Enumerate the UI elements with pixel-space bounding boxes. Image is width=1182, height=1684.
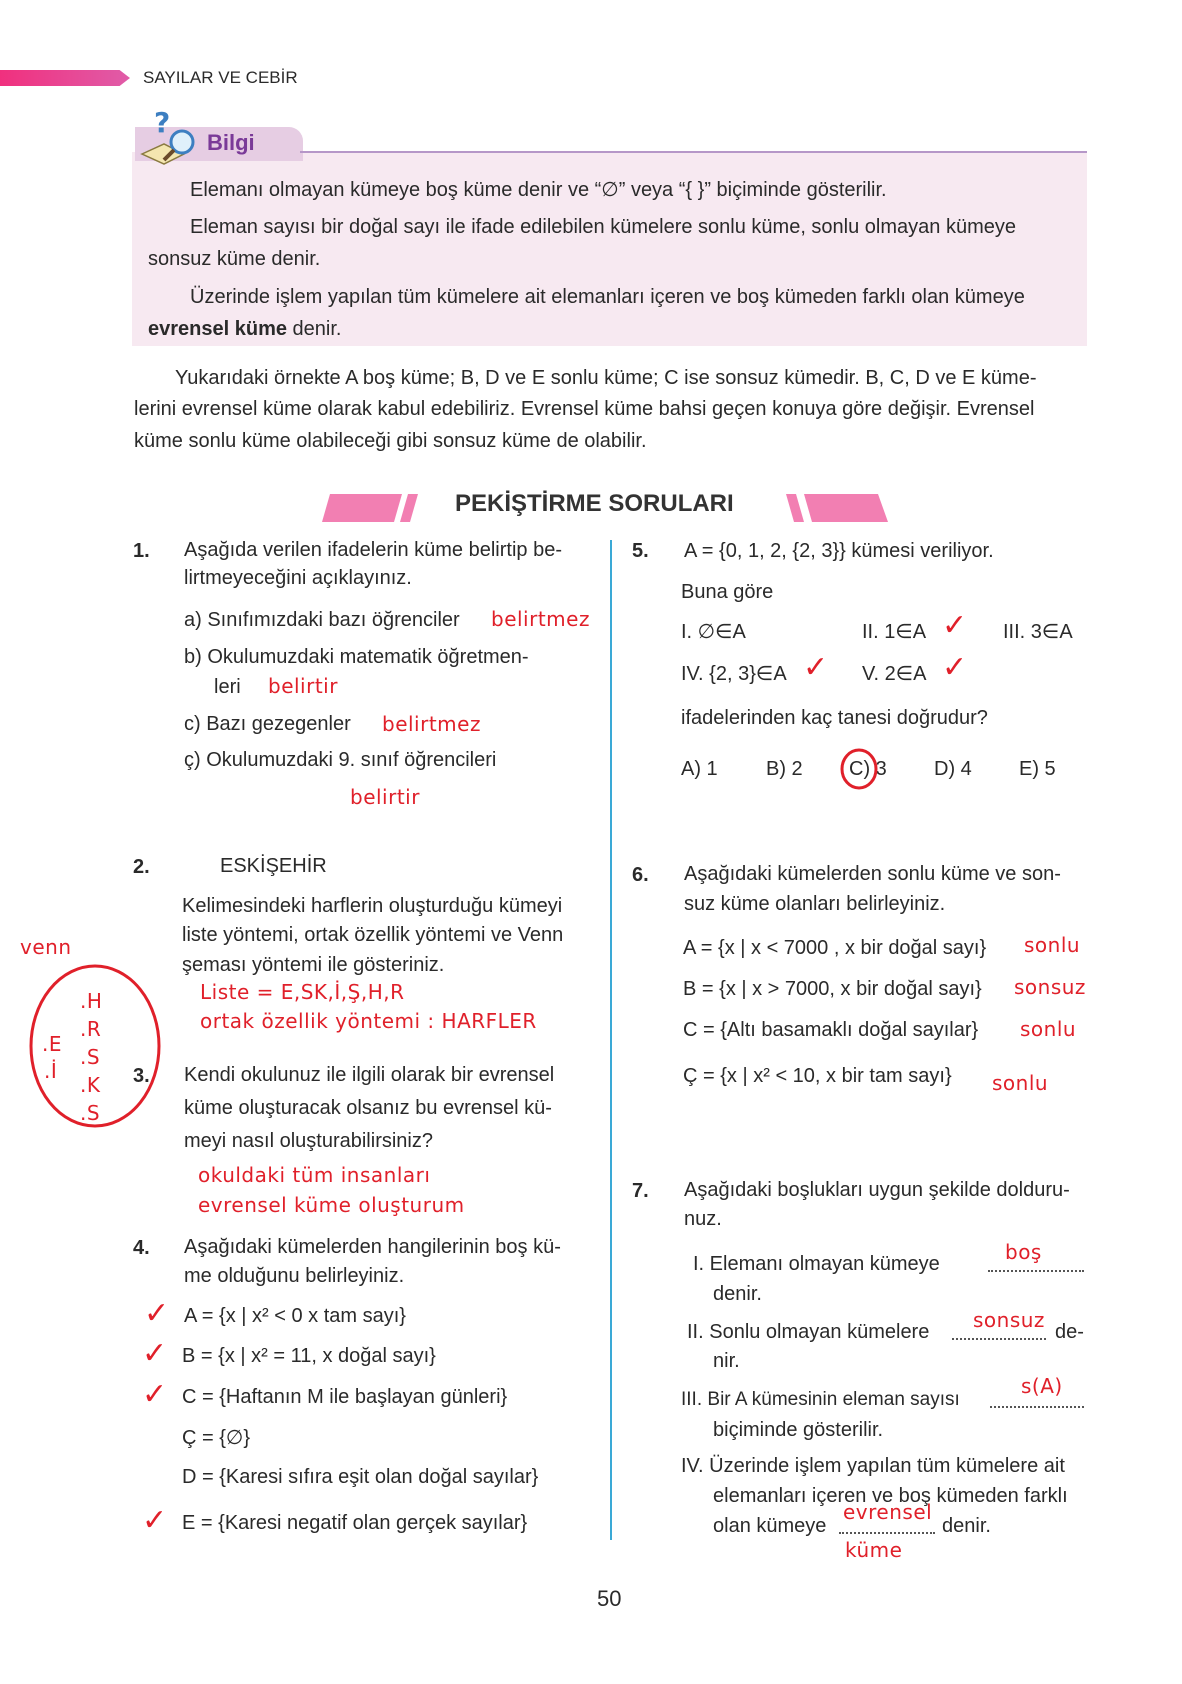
q1-item-b1: b) Okulumuzdaki matematik öğretmen- — [184, 646, 529, 668]
svg-text:?: ? — [154, 108, 171, 139]
q4-line-2: me olduğunu belirleyiniz. — [184, 1265, 405, 1287]
q3-answer-1: okuldaki tüm insanları — [198, 1163, 431, 1187]
venn-elem-s1: .S — [80, 1045, 101, 1069]
q5-number: 5. — [632, 540, 649, 562]
info-paragraph-3a: Üzerinde işlem yapılan tüm kümelere ait elemanları içeren ve boş kümeden farklı olan kümeye — [190, 286, 1025, 308]
q6-set-a: A = {x | x < 7000 , x bir doğal sayı} — [683, 937, 987, 959]
q1-number: 1. — [133, 540, 150, 562]
q2-line-2: liste yöntemi, ortak özellik yöntemi ve Venn — [182, 924, 564, 946]
q7-s3-a: III. Bir A kümesinin eleman sayısı — [681, 1389, 960, 1410]
q5-option-d: D) 4 — [934, 758, 972, 780]
q7-s2-c: nir. — [713, 1350, 740, 1372]
q1-answer-b: belirtir — [268, 674, 338, 698]
q4-check-b: ✓ — [142, 1336, 168, 1371]
section-header: SAYILAR VE CEBİR — [143, 68, 298, 87]
q3-answer-2: evrensel küme oluşturum — [198, 1193, 465, 1217]
intro-line-2: lerini evrensel küme olarak kabul edebiliriz. Evrensel küme bahsi geçen konuya göre değişir. Evrensel — [134, 398, 1035, 420]
q3-line-3: meyi nasıl oluşturabilirsiniz? — [184, 1130, 433, 1152]
q7-line-1: Aşağıdaki boşlukları uygun şekilde dolduru- — [684, 1179, 1070, 1201]
page-number: 50 — [597, 1586, 622, 1611]
q5-line-3: ifadelerinden kaç tanesi doğrudur? — [681, 707, 988, 729]
info-paragraph-3b: evrensel küme denir. — [148, 318, 342, 340]
q2-line-3: şeması yöntemi ile gösteriniz. — [182, 954, 445, 976]
evrensel-kume-term: evrensel küme — [148, 318, 287, 340]
q5-check-2: ✓ — [942, 608, 968, 643]
q6-answer-a: sonlu — [1024, 933, 1081, 957]
q5-statement-3: III. 3∈A — [1003, 621, 1073, 643]
q2-line-1: Kelimesindeki harflerin oluşturduğu kümeyi — [182, 895, 563, 917]
q4-number: 4. — [133, 1237, 150, 1259]
info-paragraph-2a: Eleman sayısı bir doğal sayı ile ifade edilebilen kümelere sonlu küme, sonlu olmayan kümeye — [190, 216, 1016, 238]
q1-line-2: lirtmeyeceğini açıklayınız. — [184, 567, 412, 589]
q1-answer-c: belirtmez — [382, 712, 481, 736]
q5-check-4: ✓ — [803, 650, 829, 685]
q4-item-c: C = {Haftanın M ile başlayan günleri} — [182, 1386, 508, 1408]
venn-label: venn — [20, 935, 72, 959]
q6-answer-c: sonlu — [1020, 1017, 1077, 1041]
q7-s2-a: II. Sonlu olmayan kümelere — [687, 1321, 930, 1343]
q1-line-1: Aşağıda verilen ifadelerin küme belirtip be- — [184, 539, 562, 561]
q7-answer-2: sonsuz — [973, 1308, 1045, 1332]
q1-answer-d: belirtir — [350, 785, 420, 809]
q1-item-a: a) Sınıfımızdaki bazı öğrenciler — [184, 609, 460, 631]
q7-s4-b: elemanları içeren ve boş kümeden farklı — [713, 1485, 1068, 1507]
venn-elem-k: .K — [80, 1073, 101, 1097]
venn-elem-s2: .S — [80, 1101, 101, 1125]
q5-statement-4: IV. {2, 3}∈A — [681, 663, 787, 685]
q7-number: 7. — [632, 1180, 649, 1202]
q7-s2-b: de- — [1055, 1321, 1084, 1343]
section-title: PEKİŞTİRME SORULARI — [455, 490, 734, 517]
q2-answer-property: ortak özellik yöntemi : HARFLER — [200, 1009, 537, 1033]
q2-number: 2. — [133, 856, 150, 878]
info-paragraph-2b: sonsuz küme denir. — [148, 248, 321, 270]
title-left-ornament — [322, 490, 422, 526]
q4-check-a: ✓ — [144, 1296, 170, 1331]
venn-elem-r: .R — [80, 1017, 102, 1041]
q1-item-c: c) Bazı gezegenler — [184, 713, 351, 735]
header-accent-bar — [0, 70, 130, 86]
q4-item-e: E = {Karesi negatif olan gerçek sayılar} — [182, 1512, 528, 1534]
q2-answer-list: Liste = E,SK,İ,Ş,H,R — [200, 980, 405, 1004]
q6-line-2: suz küme olanları belirleyiniz. — [684, 893, 946, 915]
info-paragraph-1: Elemanı olmayan kümeye boş küme denir ve “∅” veya “{ }” biçiminde gösterilir. — [190, 179, 887, 201]
q5-statement-1: I. ∅∈A — [681, 621, 746, 643]
q4-item-a: A = {x | x² < 0 x tam sayı} — [184, 1305, 406, 1327]
intro-line-3: küme sonlu küme olabileceği gibi sonsuz küme de olabilir. — [134, 430, 647, 452]
info-title: Bilgi — [207, 130, 255, 155]
venn-elem-i: .İ — [44, 1059, 58, 1083]
q6-answer-cc: sonlu — [992, 1071, 1049, 1095]
q7-answer-4b: küme — [845, 1538, 903, 1562]
q5-line-1: A = {0, 1, 2, {2, 3}} kümesi veriliyor. — [684, 540, 994, 562]
q7-line-2: nuz. — [684, 1208, 722, 1230]
q1-item-d: ç) Okulumuzdaki 9. sınıf öğrencileri — [184, 749, 497, 771]
q2-word: ESKİŞEHİR — [220, 855, 327, 877]
q5-check-5: ✓ — [942, 650, 968, 685]
info-divider — [300, 151, 1087, 153]
q5-option-c: C) 3 — [849, 758, 887, 780]
q4-item-d: D = {Karesi sıfıra eşit olan doğal sayılar} — [182, 1466, 539, 1488]
q1-item-b2: leri — [214, 676, 241, 698]
q5-answer-circle — [838, 746, 884, 792]
column-separator — [610, 540, 612, 1540]
venn-elem-h: .H — [80, 989, 103, 1013]
q7-answer-4a: evrensel — [843, 1500, 933, 1524]
q5-option-a: A) 1 — [681, 758, 718, 780]
venn-elem-e: .E — [42, 1032, 62, 1056]
q5-statement-5: V. 2∈A — [862, 663, 927, 685]
q7-answer-3: s(A) — [1021, 1374, 1063, 1398]
q5-statement-2: II. 1∈A — [862, 621, 927, 643]
q7-s4-a: IV. Üzerinde işlem yapılan tüm kümelere ait — [681, 1455, 1065, 1477]
q7-s3-b: biçiminde gösterilir. — [713, 1419, 884, 1441]
q7-s1-a: I. Elemanı olmayan kümeye — [693, 1253, 940, 1275]
q3-number: 3. — [133, 1065, 150, 1087]
q4-check-c: ✓ — [142, 1377, 168, 1412]
q6-set-cc: Ç = {x | x² < 10, x bir tam sayı} — [683, 1065, 952, 1087]
q6-set-b: B = {x | x > 7000, x bir doğal sayı} — [683, 978, 982, 1000]
q4-check-e: ✓ — [142, 1503, 168, 1538]
q7-answer-1: boş — [1005, 1240, 1042, 1264]
q1-answer-a: belirtmez — [491, 607, 590, 631]
q7-s4-d: denir. — [942, 1515, 991, 1537]
q4-line-1: Aşağıdaki kümelerden hangilerinin boş kü- — [184, 1236, 561, 1258]
q4-item-b: B = {x | x² = 11, x doğal sayı} — [182, 1345, 436, 1367]
q5-option-e: E) 5 — [1019, 758, 1056, 780]
q5-line-2: Buna göre — [681, 581, 774, 603]
q7-s4-c: olan kümeye — [713, 1515, 827, 1537]
q6-answer-b: sonsuz — [1014, 975, 1086, 999]
q4-item-cc: Ç = {∅} — [182, 1427, 251, 1449]
q5-option-b: B) 2 — [766, 758, 803, 780]
q6-number: 6. — [632, 864, 649, 886]
title-right-ornament — [782, 490, 892, 526]
q7-s1-b: denir. — [713, 1283, 762, 1305]
q3-line-1: Kendi okulunuz ile ilgili olarak bir evrensel — [184, 1064, 555, 1086]
q6-set-c: C = {Altı basamaklı doğal sayılar} — [683, 1019, 979, 1041]
magnifier-book-icon — [138, 108, 204, 166]
q6-line-1: Aşağıdaki kümelerden sonlu küme ve son- — [684, 863, 1061, 885]
q3-line-2: küme oluşturacak olsanız bu evrensel kü- — [184, 1097, 552, 1119]
intro-line-1: Yukarıdaki örnekte A boş küme; B, D ve E sonlu küme; C ise sonsuz kümedir. B, C, D ve E küme- — [175, 367, 1037, 389]
